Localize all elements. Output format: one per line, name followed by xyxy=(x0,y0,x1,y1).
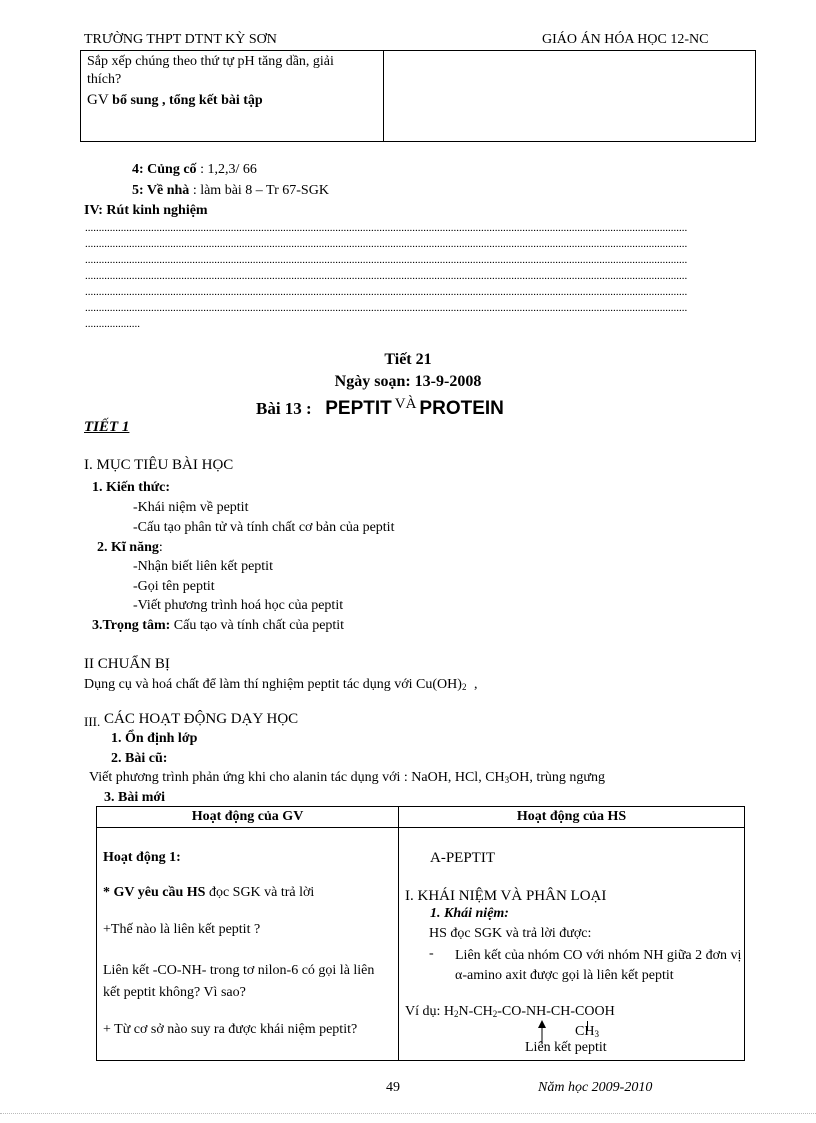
hoat-dong-1: Hoạt động 1: xyxy=(103,850,181,865)
chuan-bi-text xyxy=(84,677,477,693)
ve-nha-line xyxy=(132,183,329,199)
formula-mid: N-CH xyxy=(458,1004,493,1019)
gv-summary-text: bổ sung , tổng kết bài tập xyxy=(112,93,263,108)
col-hs-header: Hoạt động của HS xyxy=(399,807,745,828)
formula-sub: 2 xyxy=(492,1009,498,1019)
title-and: VÀ xyxy=(394,396,417,412)
footer-rule xyxy=(0,1113,816,1114)
bai-cu-question-2: OH, trùng ngưng xyxy=(509,770,606,785)
section-3-title: CÁC HOẠT ĐỘNG DẠY HỌC xyxy=(104,711,299,727)
ki-nang-item: -Gọi tên peptit xyxy=(133,579,215,594)
definition-dash: - xyxy=(429,946,434,961)
kien-thuc-label: 1. Kiến thức: xyxy=(92,480,171,495)
col-gv-header: Hoạt động của GV xyxy=(97,807,399,828)
trong-tam-label: 3.Trọng tâm: xyxy=(92,618,171,633)
formula-rest: -CO-NH-CH-COOH xyxy=(497,1004,615,1019)
ki-nang-line xyxy=(97,540,163,556)
ve-nha-text: : làm bài 8 – Tr 67-SGK xyxy=(192,183,329,198)
ki-nang-label: 2. Kĩ năng xyxy=(97,540,159,555)
dotted-line: ........................................................................................................................................................................................................................... xyxy=(85,270,688,282)
continuation-text-2: thích? xyxy=(87,72,122,87)
on-dinh-lop: 1. Ổn định lớp xyxy=(111,731,198,746)
lesson-number: Bài 13 : xyxy=(256,399,312,418)
continuation-cell-right xyxy=(384,51,756,142)
rut-kinh-nghiem-heading: IV: Rút kinh nghiệm xyxy=(84,203,208,218)
ki-nang-item: -Nhận biết liên kết peptit xyxy=(133,559,273,574)
ch3-sub: 3 xyxy=(594,1029,599,1039)
lesson-date: Ngày soạn: 13-9-2008 xyxy=(334,373,482,390)
ve-nha-label: 5: Về nhà xyxy=(132,183,190,198)
hs-section-heading: I. KHÁI NIỆM VÀ PHÂN LOẠI xyxy=(405,888,607,904)
gv-cell xyxy=(97,828,399,1061)
activity-table xyxy=(96,806,745,1061)
section-1-heading: I. MỤC TIÊU BÀI HỌC xyxy=(84,457,234,473)
peptide-bond-label: Liên kết peptit xyxy=(525,1040,607,1055)
cung-co-line xyxy=(132,162,257,178)
bai-cu-question-sub: 3 xyxy=(504,775,510,785)
bai-cu-question-1: Viết phương trình phản ứng khi cho alanin tác dụng với : NaOH, HCl, CH xyxy=(89,770,505,785)
header-school: TRƯỜNG THPT DTNT KỲ SƠN xyxy=(84,32,277,47)
kien-thuc-item: -Khái niệm về peptit xyxy=(133,500,249,515)
hs-cell xyxy=(399,828,745,1061)
continuation-table xyxy=(80,50,756,142)
chuan-bi-body: Dụng cụ và hoá chất để làm thí nghiệm peptit tác dụng với Cu(OH) xyxy=(84,677,462,692)
a-peptit-heading: A-PEPTIT xyxy=(430,850,495,866)
cung-co-text: : 1,2,3/ 66 xyxy=(200,162,257,177)
dotted-line-short: .................... xyxy=(85,318,140,330)
formula-h: H xyxy=(443,1004,455,1019)
dotted-line: ........................................................................................................................................................................................................................... xyxy=(85,238,688,250)
title-protein: PROTEIN xyxy=(419,398,504,419)
peptide-definition: Liên kết của nhóm CO với nhóm NH giữa 2 đơn vị α-amino axit được gọi là liên kết peptit xyxy=(455,948,742,983)
example-label: Ví dụ: xyxy=(405,1004,441,1019)
cung-co-label: 4: Củng cố xyxy=(132,162,197,177)
gv-request-rest: đọc SGK và trả lời xyxy=(208,885,315,900)
continuation-text-1: Sắp xếp chúng theo thứ tự pH tăng dần, giải xyxy=(87,54,334,69)
header-subject: GIÁO ÁN HÓA HỌC 12-NC xyxy=(542,32,709,47)
bai-cu-text: 2. Bài cũ: xyxy=(111,751,168,766)
gv-question-1: +Thế nào là liên kết peptit ? xyxy=(103,922,261,937)
ch3-group xyxy=(575,1024,599,1040)
gv-summary xyxy=(87,91,377,110)
ch3-text: CH xyxy=(575,1024,595,1039)
dotted-line: ........................................................................................................................................................................................................................... xyxy=(85,302,688,314)
hs-read-sgk: HS đọc SGK và trả lời được: xyxy=(429,926,592,941)
school-year: Năm học 2009-2010 xyxy=(538,1080,653,1095)
section-3-heading xyxy=(84,711,298,730)
section-2-heading: II CHUẨN BỊ xyxy=(84,656,170,672)
chuan-bi-tail: , xyxy=(473,677,478,692)
page-number: 49 xyxy=(386,1080,400,1095)
continuation-cell-left xyxy=(81,51,384,142)
gv-prefix: GV xyxy=(87,92,109,108)
ki-nang-colon: : xyxy=(158,540,163,555)
bai-cu-question xyxy=(89,770,605,786)
chuan-bi-sub: 2 xyxy=(461,682,467,692)
formula-sub: 2 xyxy=(454,1009,459,1019)
dotted-line: ........................................................................................................................................................................................................................... xyxy=(85,286,688,298)
section-3-number: III. xyxy=(84,714,101,729)
dotted-line: ........................................................................................................................................................................................................................... xyxy=(85,254,688,266)
tiet-1-label: TIẾT 1 xyxy=(84,419,130,435)
dotted-line: ........................................................................................................................................................................................................................... xyxy=(85,222,688,234)
lesson-title xyxy=(256,396,504,420)
gv-request xyxy=(103,885,314,901)
title-peptit: PEPTIT xyxy=(325,398,392,419)
bai-cu-label xyxy=(111,751,167,767)
example-formula xyxy=(405,1004,615,1020)
trong-tam-line xyxy=(92,618,344,634)
bai-moi-label: 3. Bài mới xyxy=(104,790,166,805)
gv-question-2: Liên kết -CO-NH- trong tơ nilon-6 có gọi là liên kết peptit không? Vì sao? xyxy=(103,963,375,1000)
khai-niem-label: 1. Khái niệm: xyxy=(430,906,509,921)
gv-question-3: + Từ cơ sở nào suy ra được khái niệm peptit? xyxy=(103,1022,358,1037)
kien-thuc-item: -Cấu tạo phân tử và tính chất cơ bản của peptit xyxy=(133,520,395,535)
gv-request-bold: * GV yêu cầu HS xyxy=(103,885,206,900)
ki-nang-item: -Viết phương trình hoá học của peptit xyxy=(133,598,344,613)
trong-tam-text: Cấu tạo và tính chất của peptit xyxy=(173,618,345,633)
lesson-tiet: Tiết 21 xyxy=(384,351,432,368)
